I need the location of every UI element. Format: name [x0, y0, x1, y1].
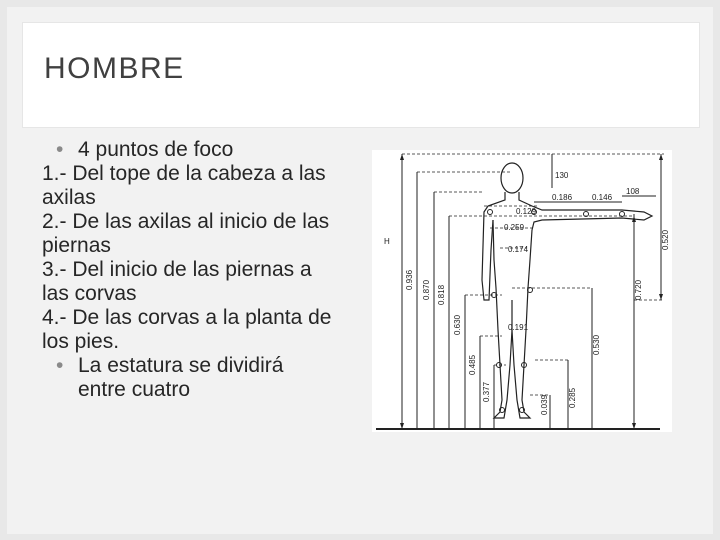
slide-title: HOMBRE: [44, 52, 185, 85]
dim-label-0377: 0.377: [482, 381, 491, 402]
dim-label-h: H: [384, 237, 390, 246]
dim-label-0870: 0.870: [422, 279, 431, 300]
bullet-item: [42, 138, 342, 162]
dim-label-130: 130: [555, 171, 569, 180]
dim-label-108: 108: [626, 187, 640, 196]
dim-label-0936: 0.936: [405, 269, 414, 290]
dim-label-0039: 0.039: [540, 394, 549, 415]
bullet-text: 4 puntos de foco: [78, 138, 234, 161]
list-item: 4.- De las corvas a la planta de los pies.: [42, 306, 332, 353]
list-item: 2.- De las axilas al inicio de las piernas: [42, 210, 330, 257]
bullet-item: [42, 354, 342, 402]
dim-label-0174: 0.174: [508, 245, 529, 254]
slide-body: [42, 138, 342, 402]
list-item: 3.- Del inicio de las piernas a las corvas: [42, 258, 312, 305]
dim-label-0191: 0.191: [508, 323, 529, 332]
head: [501, 163, 523, 193]
bullet-icon: •: [56, 354, 64, 377]
anthropometric-figure: [372, 150, 672, 432]
dim-label-0259: 0.259: [504, 223, 525, 232]
list-item: 1.- Del tope de la cabeza a las axilas: [42, 162, 326, 209]
dim-label-0818: 0.818: [437, 284, 446, 305]
dim-label-0485: 0.485: [468, 354, 477, 375]
dim-label-0530: 0.530: [592, 334, 601, 355]
dim-label-0720: 0.720: [634, 279, 643, 300]
dim-label-0186: 0.186: [552, 193, 573, 202]
dim-label-0285: 0.285: [568, 387, 577, 408]
bullet-text: La estatura se dividirá entre cuatro: [78, 354, 284, 401]
right-arm-outstretched: [519, 192, 652, 230]
dim-label-0630: 0.630: [453, 314, 462, 335]
dim-label-0146: 0.146: [592, 193, 613, 202]
dim-label-0129: 0.129: [516, 207, 537, 216]
bullet-icon: •: [56, 138, 64, 161]
body-proportions-diagram: [372, 150, 672, 432]
dim-label-0520: 0.520: [661, 229, 670, 250]
